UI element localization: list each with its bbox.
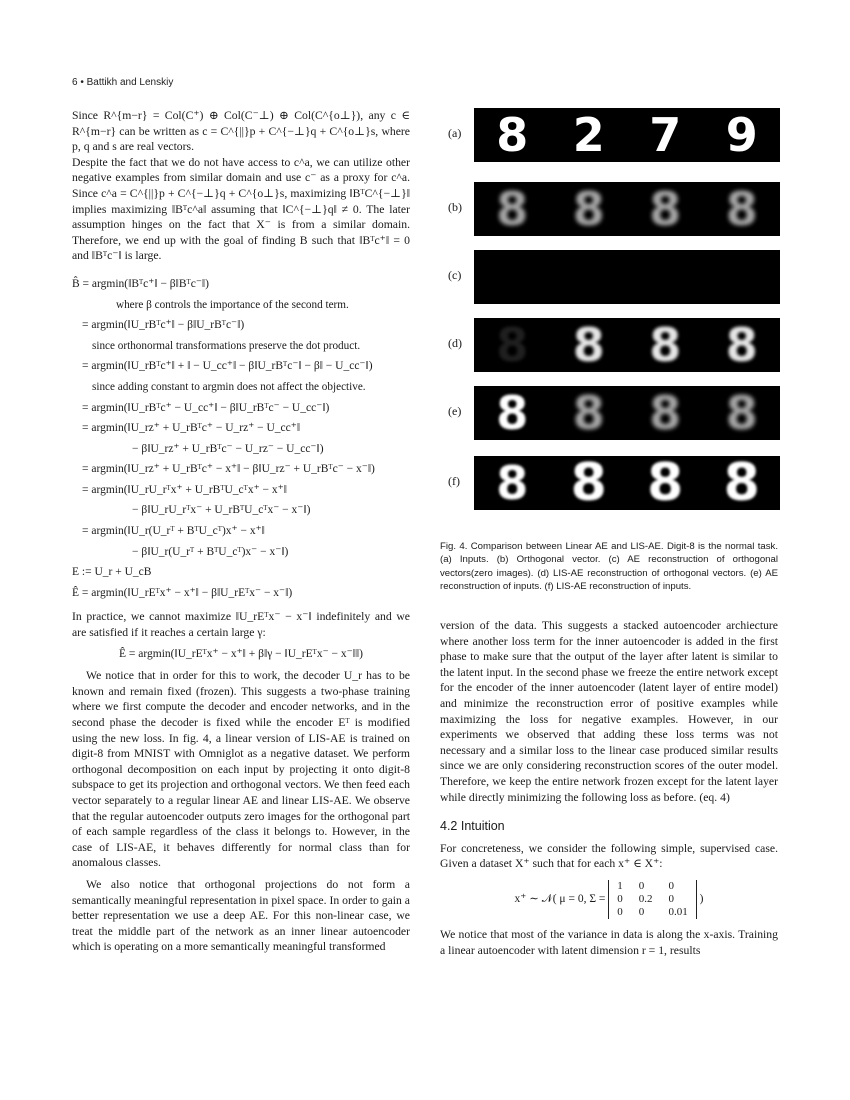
digit-image: 8 bbox=[496, 182, 529, 236]
digit-image: 8 bbox=[496, 108, 529, 162]
digit-image: 8 bbox=[570, 453, 607, 513]
equation-rhs: ) bbox=[699, 893, 704, 906]
left-column bbox=[72, 108, 410, 955]
figure-row-e bbox=[440, 386, 780, 440]
figure-image bbox=[474, 386, 780, 440]
figure-row-f bbox=[440, 453, 780, 513]
paragraph: For concreteness, we consider the following simple, supervised case. Given a dataset X⁺ such that for each x⁺ ∈ X⁺: bbox=[440, 841, 778, 871]
paragraph: version of the data. This suggests a stacked autoencoder archiecture where another loss term for the inner autoencoder is added in the first phase to make sure that the output of the layer after latent is similar to the latent input. In the second phase we freeze the entire network except for the encoder of the inner autoencoder (latent layer of entire model) and minimize the reconstruction error of positive examples while maximizing the loss for negative examples. However, in our experiments we observed that adding these loss terms was not necessary and a similar loss to the linear case produced similar results since we are only considering reconstruction scores of the outer model. Therefore, we keep the entire network frozen except for the latent layer while directly minimizing the following loss as before. (eq. 4) bbox=[440, 619, 778, 804]
equation: = argmin(‖U_r(U_rᵀ + BᵀU_cᵀ)x⁺ − x⁺‖ bbox=[82, 525, 265, 538]
digit-image: 8 bbox=[725, 182, 758, 236]
figure-image bbox=[474, 250, 780, 304]
digit-image: 9 bbox=[725, 108, 758, 162]
figure-row-a bbox=[440, 108, 780, 162]
paragraph: Since R^{m−r} = Col(C⁺) ⊕ Col(C⁻⊥) ⊕ Col(C^{o⊥}), any c ∈ R^{m−r} can be written as c = C^{||}p + C^{−⊥}q + C^{o⊥}s, where p, q and s are real vectors. bbox=[72, 109, 410, 154]
equation: B̂ = argmin(‖Bᵀc⁺‖ − β‖Bᵀc⁻‖) bbox=[72, 277, 209, 290]
digit-image: 8 bbox=[647, 453, 684, 513]
equation: = argmin(‖U_rU_rᵀx⁺ + U_rBᵀU_cᵀx⁺ − x⁺‖ bbox=[82, 483, 287, 496]
running-header: 6 • Battikh and Lenskiy bbox=[72, 77, 174, 88]
row-label: (f) bbox=[448, 474, 460, 488]
digit-image: 8 bbox=[496, 456, 529, 510]
section-heading: 4.2 Intuition bbox=[440, 819, 505, 834]
equation: − β‖U_rz⁺ + U_rBᵀc⁻ − U_rz⁻ − U_cc⁻‖) bbox=[132, 442, 324, 455]
equation: = argmin(‖U_rz⁺ + U_rBᵀc⁺ − U_rz⁺ − U_cc⁺‖ bbox=[82, 422, 301, 435]
row-label: (c) bbox=[448, 268, 462, 282]
figure-caption: Fig. 4. Comparison between Linear AE and LIS-AE. Digit-8 is the normal task. (a) Inputs. (b) Orthogonal vector. (c) AE reconstruction of orthogonal vectors(zero images). (d) LIS-AE reconstruction of orthogonal vectors. (e) AE reconstruction of inputs. (f) LIS-AE reconstruction of inputs. bbox=[440, 541, 778, 593]
digit-image: 8 bbox=[723, 453, 760, 513]
row-label: (d) bbox=[448, 336, 462, 350]
matrix-cell: 0 bbox=[668, 879, 675, 892]
equation: − β‖U_rU_rᵀx⁻ + U_rBᵀU_cᵀx⁻ − x⁻‖) bbox=[132, 504, 311, 517]
digit-image: 8 bbox=[572, 182, 605, 236]
equation: Ê = argmin(‖U_rEᵀx⁺ − x⁺‖ − β‖U_rEᵀx⁻ − x⁻‖) bbox=[72, 586, 293, 599]
row-label: (e) bbox=[448, 404, 462, 418]
matrix-cell: 0 bbox=[638, 879, 645, 892]
paragraph: We notice that most of the variance in data is along the x-axis. Training a linear autoencoder with latent dimension r = 1, results bbox=[440, 927, 778, 957]
digit-image: 8 bbox=[496, 318, 529, 372]
digit-image: 8 bbox=[649, 318, 682, 372]
figure-image bbox=[474, 318, 780, 372]
figure-image bbox=[474, 182, 780, 236]
equation-lhs: x⁺ ∼ 𝒩( μ = 0, Σ = bbox=[514, 893, 606, 906]
matrix-cell: 0 bbox=[668, 892, 675, 905]
equation: = argmin(‖U_rBᵀc⁺‖ − β‖U_rBᵀc⁻‖) bbox=[82, 319, 245, 332]
figure-row-b bbox=[440, 182, 780, 236]
distribution-equation bbox=[440, 880, 778, 919]
paragraph: Despite the fact that we do not have access to c^a, we can utilize other negative examples from similar domain and use c⁻ as a proxy for c^a. Since c^a = C^{||}p + C^{−⊥}q + C^{o⊥}s, maximizing ‖BᵀC^{−⊥}‖ implies maximizing ‖Bᵀc^a‖ assuming that ‖C^{−⊥}q‖ ≠ 0. The later assumption hinges on the fact that X⁻ is from a similar domain. Therefore, we end up with the goal of finding B such that ‖Bᵀc⁺‖ = 0 and ‖Bᵀc⁻‖ is large. bbox=[72, 155, 410, 263]
digit-image: 8 bbox=[649, 386, 682, 440]
equation: = argmin(‖U_rBᵀc⁺‖ + ‖ − U_cc⁺‖ − β‖U_rBᵀc⁻‖ − β‖ − U_cc⁻‖) bbox=[82, 360, 373, 373]
equation: Ê = argmin(‖U_rEᵀx⁺ − x⁺‖ + β‖γ − ‖U_rEᵀx⁻ − x⁻‖‖) bbox=[119, 647, 363, 660]
digit-image: 2 bbox=[572, 108, 605, 162]
digit-image: 8 bbox=[572, 318, 605, 372]
paragraph: In practice, we cannot maximize ‖U_rEᵀx⁻ − x⁻‖ indefinitely and we are satisfied if it reaches a certain large γ: bbox=[72, 610, 410, 640]
equation: = argmin(‖U_rz⁺ + U_rBᵀc⁺ − x⁺‖ − β‖U_rz⁻ + U_rBᵀc⁻ − x⁻‖) bbox=[82, 463, 375, 476]
equation: = argmin(‖U_rBᵀc⁺ − U_cc⁺‖ − β‖U_rBᵀc⁻ − U_cc⁻‖) bbox=[82, 401, 330, 414]
row-label: (a) bbox=[448, 126, 462, 140]
digit-image: 8 bbox=[649, 182, 682, 236]
digit-image: 8 bbox=[496, 386, 529, 440]
figure-row-d bbox=[440, 318, 780, 372]
paragraph: We also notice that orthogonal projections do not form a semantically meaningful representation in pixel space. In order to gain a better representation we use a deep AE. For this non-linear case, we treat the middle part of the network as an inner linear autoencoder which is operating on a more semantically meaningful transformed bbox=[72, 877, 410, 954]
digit-image: 8 bbox=[725, 318, 758, 372]
matrix-cell: 0 bbox=[617, 892, 623, 905]
row-label: (b) bbox=[448, 200, 462, 214]
figure-row-c bbox=[440, 250, 780, 304]
digit-image: 7 bbox=[649, 108, 682, 162]
figure-image bbox=[474, 453, 780, 513]
equation: E := U_r + U_cB bbox=[72, 566, 152, 579]
matrix-cell: 0 bbox=[638, 905, 645, 918]
matrix-cell: 1 bbox=[617, 879, 623, 892]
paragraph: We notice that in order for this to work, the decoder U_r has to be known and remain fixed (frozen). This suggests a two-phase training where we first compute the decoder and encoder networks, and in the second phase the decoder is fixed while the encoder Eᵀ is modified using the new loss. In fig. 4, a linear version of LIS-AE is trained on digit-8 from MNIST with Omniglot as a negative dataset. We perform orthogonal decomposition on each input by projecting it onto digit-8 subspace to get its projection and orthogonal vectors. We then feed each vector separately to a regular linear AE and linear LIS-AE. We observe that the regular autoencoder outputs zero images for the orthogonal part of each sample regardless of the class it belongs to. However, in the case of LIS-AE, it behaves differently for normal class than for anomalous classes. bbox=[72, 669, 410, 870]
matrix-cell: 0.01 bbox=[668, 905, 688, 918]
digit-image: 8 bbox=[725, 386, 758, 440]
covariance-matrix bbox=[608, 880, 697, 919]
digit-image: 8 bbox=[572, 386, 605, 440]
equation-note: where β controls the importance of the second term. bbox=[116, 298, 349, 311]
matrix-cell: 0.2 bbox=[638, 892, 653, 905]
matrix-cell: 0 bbox=[617, 905, 623, 918]
derivation bbox=[72, 274, 410, 604]
right-column bbox=[440, 618, 778, 958]
equation-note: since adding constant to argmin does not affect the objective. bbox=[92, 380, 366, 393]
equation-note: since orthonormal transformations preserve the dot product. bbox=[92, 339, 361, 352]
figure-image bbox=[474, 108, 780, 162]
equation: − β‖U_r(U_rᵀ + BᵀU_cᵀ)x⁻ − x⁻‖) bbox=[132, 545, 289, 558]
